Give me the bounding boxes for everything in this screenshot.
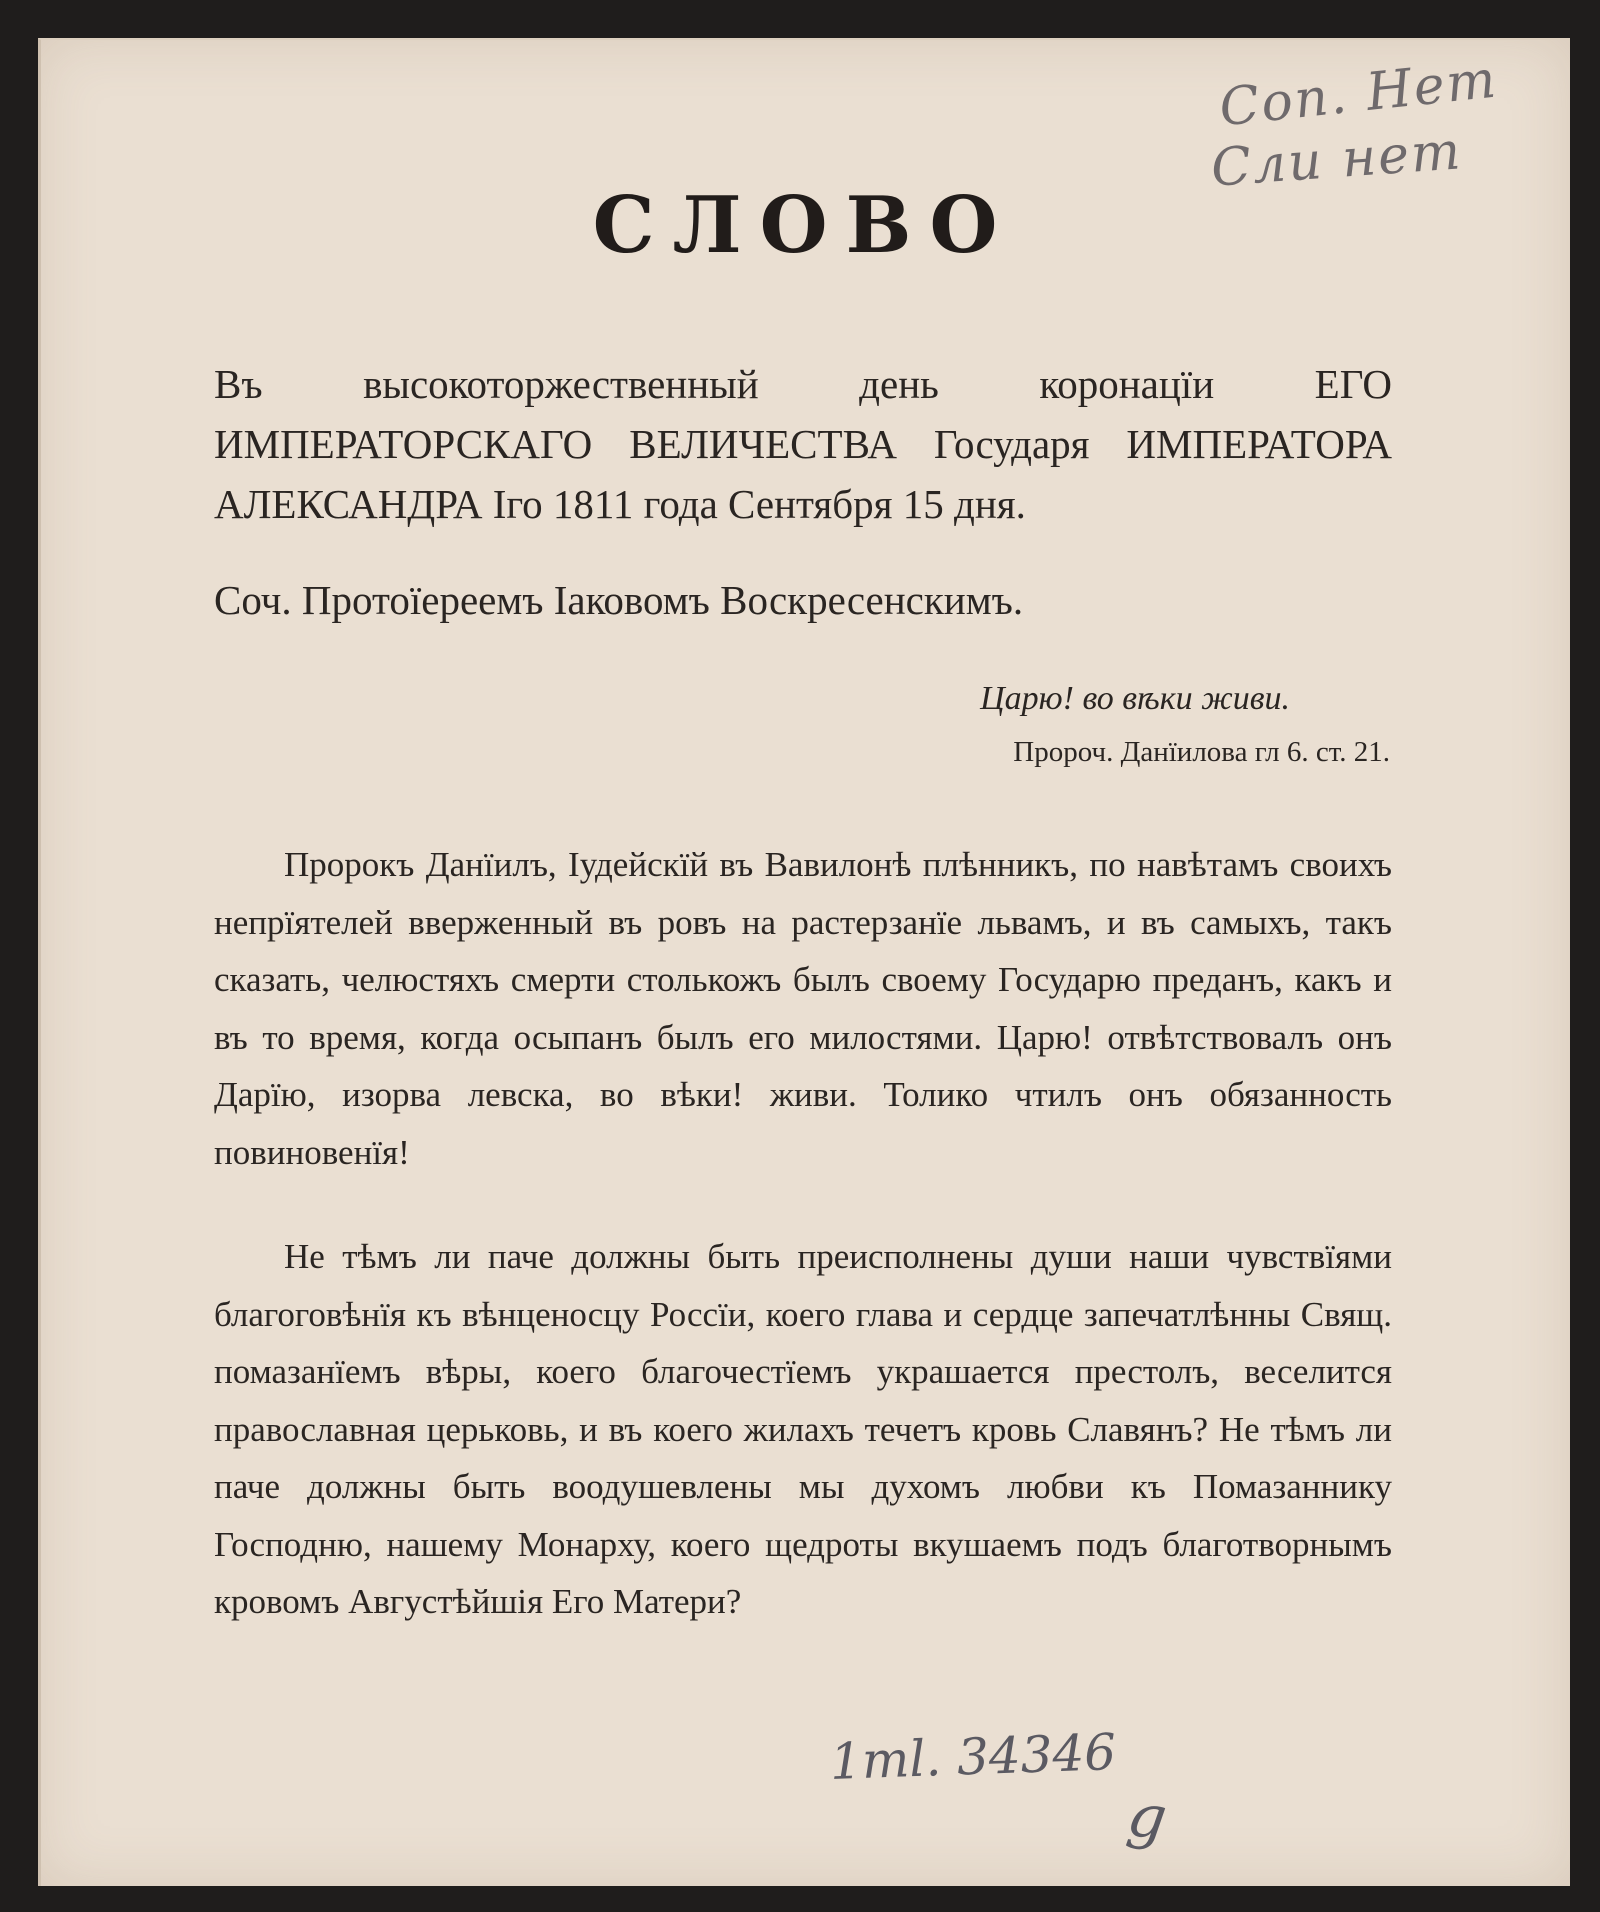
shelfmark-stamp: 1ml. 34346 bbox=[829, 1723, 1117, 1791]
document-page bbox=[38, 38, 1570, 1886]
epigraph-quote: Царю! во вѣки живи. bbox=[980, 680, 1290, 717]
body-paragraph: Пророкъ Данїилъ, Iудейскїй въ Вавилонѣ плѣнникъ, по навѣтамъ своихъ непрїятелей вверженный въ ровъ на растерзанїе львамъ, и въ самыхъ, такъ сказать, челюстяхъ смерти столькожъ былъ своему Государю преданъ, какъ и въ то время, когда осыпанъ былъ его милостями. Царю! отвѣтствовалъ онъ Дарїю, изорва левска, во вѣки! живи. Толико чтилъ онъ обязанность повиновенїя! bbox=[214, 845, 1392, 1172]
handwritten-note: Сли нет bbox=[1208, 121, 1464, 199]
author-line: Соч. Протоїереемъ Iаковомъ Воскресенскимъ. bbox=[214, 577, 1024, 623]
body-paragraph: Не тѣмъ ли паче должны быть преисполнены души наши чувствїями благоговѣнїя къ вѣнценосцу Россїи, коего глава и сердце запечатлѣнны Свящ. помазанїемъ вѣры, коего благочестїемъ украшается престолъ, веселится православная церьковь, и въ коего жилахъ течетъ кровь Славянъ? Не тѣмъ ли паче должны быть воодушевлены мы духомъ любви къ Помазаннику Господню, нашему Монарху, коего щедроты вкушаемъ подъ благотворнымъ кровомъ Августѣйшiя Его Матери? bbox=[214, 1237, 1392, 1621]
handwritten-note: Соп. Нет bbox=[1216, 49, 1501, 139]
document-heading: Въ высокоторжественный день коронацїи ЕГО ИМПЕРАТОРСКАГО ВЕЛИЧЕСТВА Государя ИМПЕРАТОРА АЛЕКСАНДРА Iго 1811 года Сентября 15 дня. bbox=[214, 361, 1392, 527]
epigraph-citation: Пророч. Данїилова гл 6. ст. 21. bbox=[1013, 736, 1390, 768]
document-title: СЛОВО bbox=[592, 180, 1016, 271]
corner-handwritten-mark: g bbox=[1123, 1779, 1172, 1855]
